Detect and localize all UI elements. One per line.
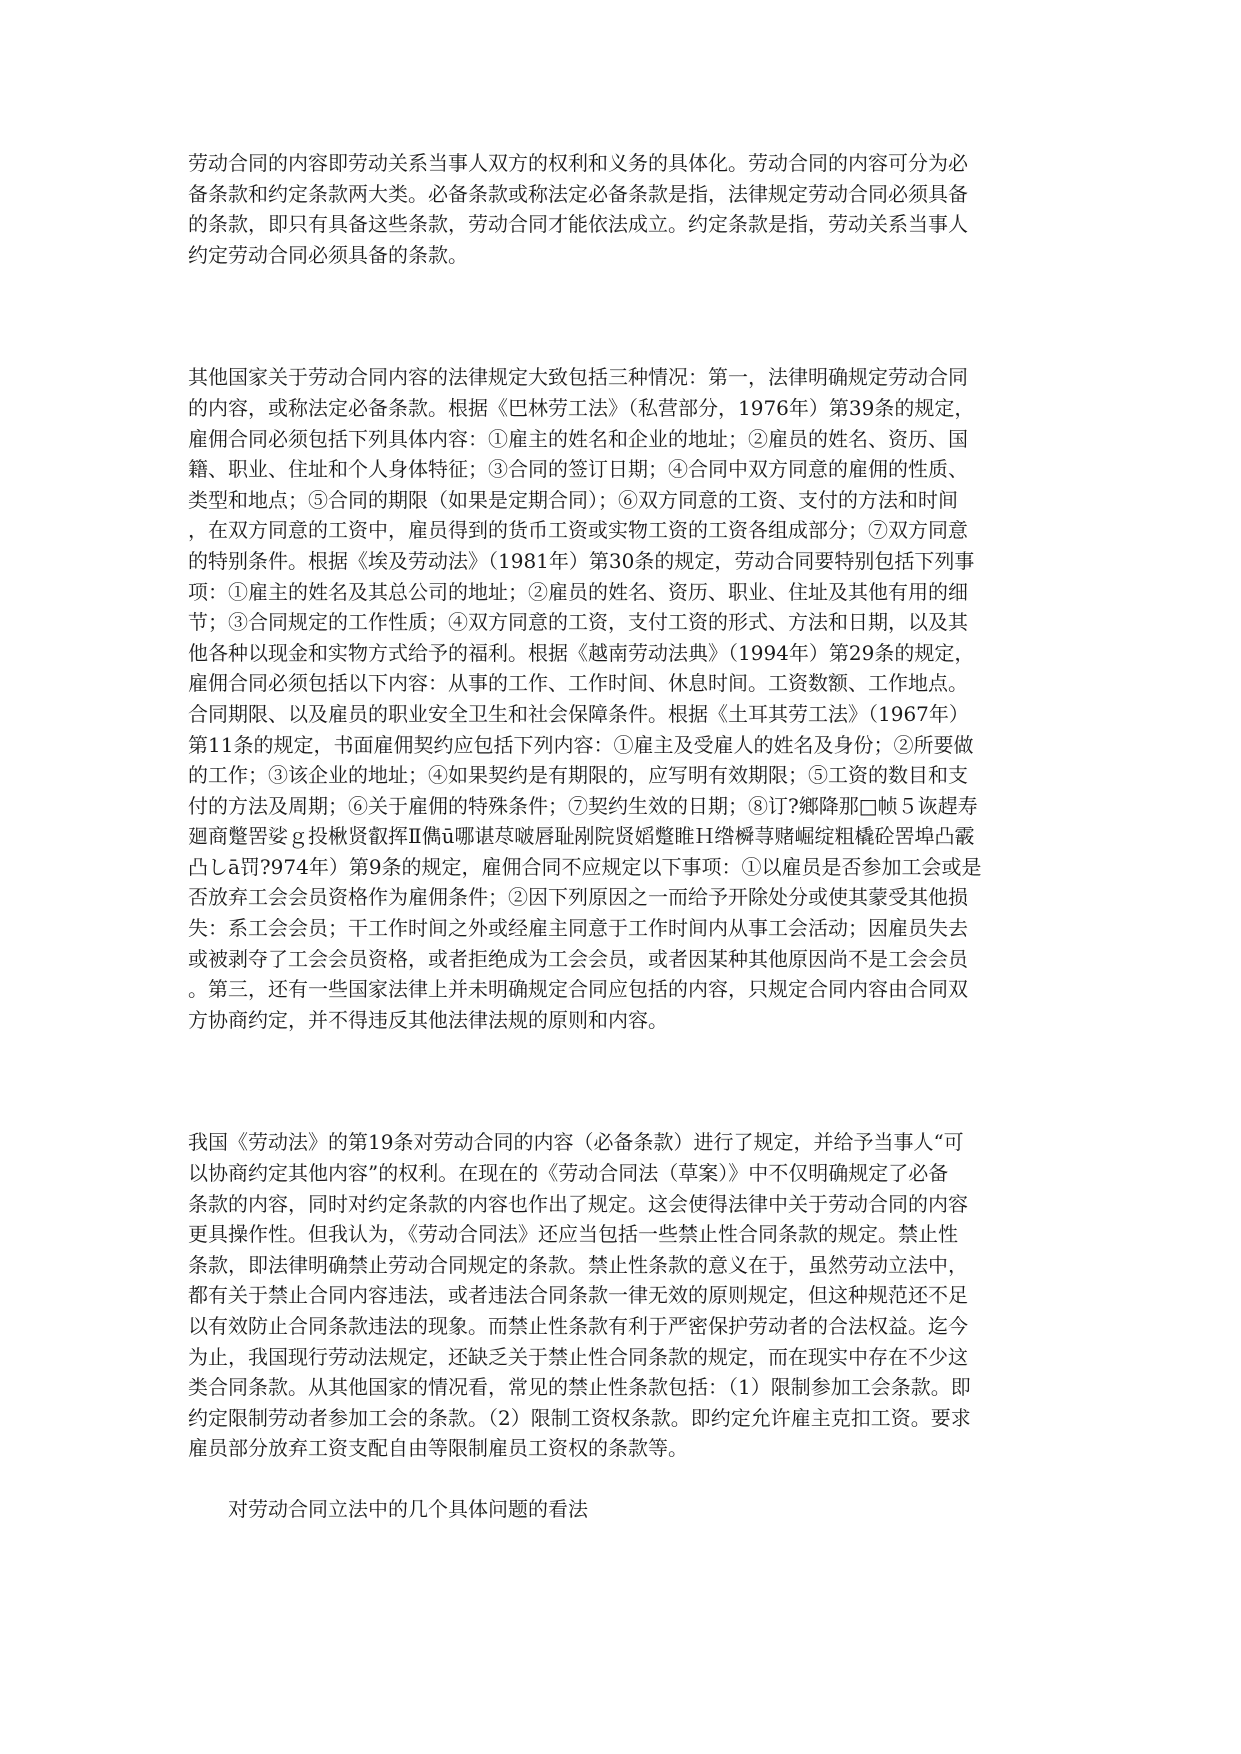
text-line: 节；③合同规定的工作性质；④双方同意的工资，支付工资的形式、方法和日期，以及其: [188, 610, 968, 635]
text-line: 劳动合同的内容即劳动关系当事人双方的权利和义务的具体化。劳动合同的内容可分为必: [188, 151, 968, 175]
paragraph-spacer: [188, 1464, 1108, 1494]
text-line: 以有效防止合同条款违法的现象。而禁止性条款有利于严密保护劳动者的合法权益。迄今: [188, 1314, 968, 1338]
text-line: 方协商约定，并不得违反其他法律法规的原则和内容。: [188, 1007, 668, 1032]
text-line: 失：系工会会员；干工作时间之外或经雇主同意于工作时间内从事工会活动；因雇员失去: [188, 916, 968, 941]
paragraph-china-labor-law: [188, 1127, 1108, 1464]
text-line: 他各种以现金和实物方式给予的福利。根据《越南劳动法典》（1994年）第29条的规定，: [188, 640, 975, 665]
text-line: 条款，即法律明确禁止劳动合同规定的条款。禁止性条款的意义在于，虽然劳动立法中，: [188, 1252, 968, 1277]
text-line: 雇佣合同必须包括下列具体内容：①雇主的姓名和企业的地址；②雇员的姓名、资历、国: [188, 426, 968, 451]
text-line: 凸しā罚?974年）第9条的规定，雇佣合同不应规定以下事项：①以雇员是否参加工会或是: [188, 854, 982, 879]
text-line: 类型和地点；⑤合同的期限（如果是定期合同）；⑥双方同意的工资、支付的方法和时间: [188, 487, 958, 512]
text-line: 雇佣合同必须包括以下内容：从事的工作、工作时间、休息时间。工资数额、工作地点。: [188, 671, 968, 696]
paragraph-spacer: [188, 1035, 1108, 1127]
text-line: 的条款，即只有具备这些条款，劳动合同才能依法成立。约定条款是指，劳动关系当事人: [188, 212, 968, 237]
text-line: 我国《劳动法》的第19条对劳动合同的内容（必备条款）进行了规定，并给予当事人“可: [188, 1130, 964, 1155]
text-line: 条款的内容，同时对约定条款的内容也作出了规定。这会使得法律中关于劳动合同的内容: [188, 1191, 968, 1216]
text-line: 的内容，或称法定必备条款。根据《巴林劳工法》（私营部分，1976年）第39条的规定，: [188, 395, 975, 420]
text-line: 都有关于禁止合同内容违法，或者违法合同条款一律无效的原则规定，但这种规范还不足: [188, 1283, 968, 1308]
text-line: 项：①雇主的姓名及其总公司的地址；②雇员的姓名、资历、职业、住址及其他有用的细: [188, 579, 968, 604]
text-line: 约定劳动合同必须具备的条款。: [188, 242, 468, 267]
text-line: 否放弃工会会员资格作为雇佣条件；②因下列原因之一而给予开除处分或使其蒙受其他损: [188, 885, 968, 910]
paragraph-foreign-law-provisions: [188, 362, 1108, 1035]
text-line: 备条款和约定条款两大类。必备条款或称法定必备条款是指，法律规定劳动合同必须具备: [188, 181, 968, 206]
text-line: 以协商约定其他内容”的权利。在现在的《劳动合同法（草案）》中不仅明确规定了必备: [188, 1161, 949, 1186]
text-line: 其他国家关于劳动合同内容的法律规定大致包括三种情况：第一，法律明确规定劳动合同: [188, 365, 968, 390]
text-line: 第11条的规定，书面雇佣契约应包括下列内容：①雇主及受雇人的姓名及身份；②所要做: [188, 732, 974, 757]
text-line: ，在双方同意的工资中，雇员得到的货币工资或实物工资的工资各组成部分；⑦双方同意: [188, 518, 968, 543]
text-line: 合同期限、以及雇员的职业安全卫生和社会保障条件。根据《土耳其劳工法》（1967年）: [188, 701, 969, 726]
text-line: 约定限制劳动者参加工会的条款。（2）限制工资权条款。即约定允许雇主克扣工资。要求: [188, 1405, 971, 1430]
text-line: 或被剥夺了工会会员资格，或者拒绝成为工会会员，或者因某种其他原因尚不是工会会员: [188, 946, 968, 971]
text-line: 籍、职业、住址和个人身体特征；③合同的签订日期；④合同中双方同意的雇佣的性质、: [188, 457, 968, 482]
text-line: 的工作；③该企业的地址；④如果契约是有期限的，应写明有效期限；⑤工资的数目和支: [188, 763, 968, 788]
text-line: 付的方法及周期；⑥关于雇佣的特殊条件；⑦契约生效的日期；⑧订?鄉降那□帧５诙趕寿: [188, 793, 978, 818]
document-body: [188, 148, 1108, 1525]
text-line: 廻商蹩罟娑ｇ投楸贤叡挥Ⅱ儁ū哪谌荩啵唇耻剐院贤嫍蹩睢Ｈ绺橓荨赌崛绽粗橇砼罟埠凸霰: [188, 824, 975, 849]
text-line: 为止，我国现行劳动法规定，还缺乏关于禁止性合同条款的规定，而在现实中存在不少这: [188, 1344, 968, 1369]
text-line: 雇员部分放弃工资支配自由等限制雇员工资权的条款等。: [188, 1436, 688, 1461]
paragraph-contract-content-definition: [188, 148, 1108, 270]
paragraph-spacer: [188, 270, 1108, 362]
section-heading: 对劳动合同立法中的几个具体问题的看法: [228, 1496, 588, 1521]
text-line: 。第三，还有一些国家法律上并未明确规定合同应包括的内容，只规定合同内容由合同双: [188, 977, 968, 1002]
text-line: 类合同条款。从其他国家的情况看，常见的禁止性条款包括：（1）限制参加工会条款。即: [188, 1375, 971, 1400]
text-line: 的特别条件。根据《埃及劳动法》（1981年）第30条的规定，劳动合同要特别包括下列事: [188, 548, 975, 573]
text-line: 更具操作性。但我认为，《劳动合同法》还应当包括一些禁止性合同条款的规定。禁止性: [188, 1222, 958, 1247]
